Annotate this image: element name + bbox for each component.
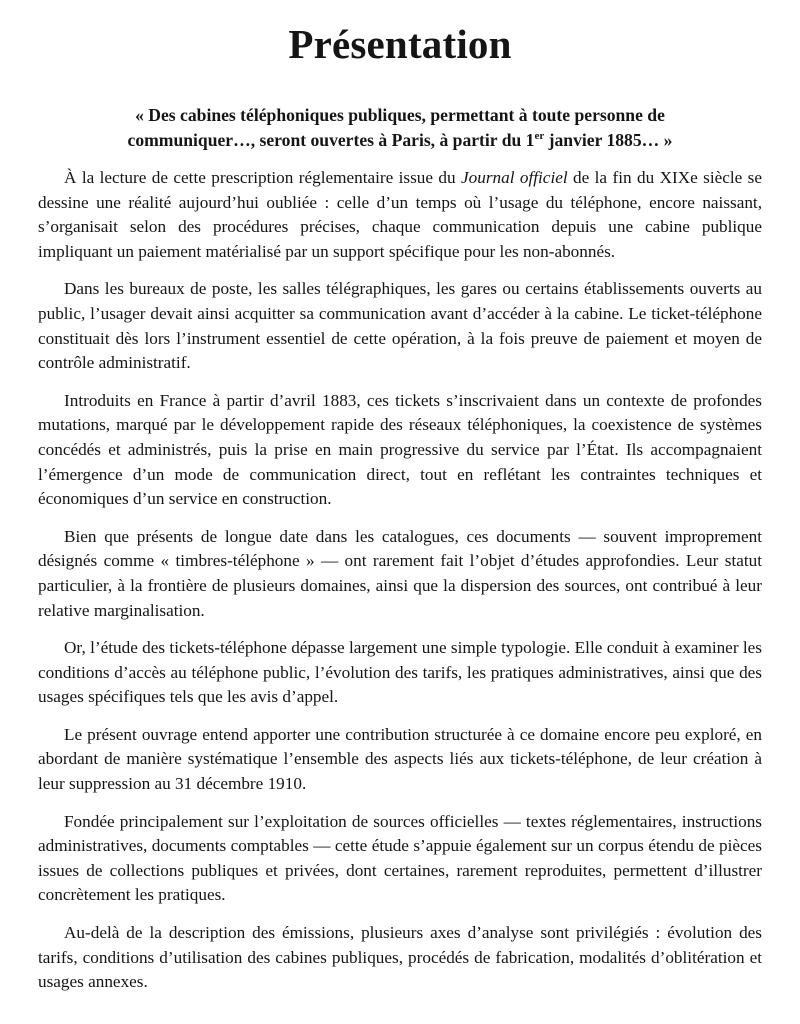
page-title: Présentation (288, 21, 512, 67)
quote-superscript: er (534, 130, 545, 143)
paragraph-3: Introduits en France à partir d’avril 1883, ces tickets s’inscrivaient dans un contexte de profondes mutations, marqué par le développement rapide des réseaux téléphoniques, la coexistence de systèmes concédés et administrés, puis la prise en main progressive du service par l’État. Ils accompagnaient l’émergence d’un mode de communication direct, tout en reflétant les contraintes techniques et économiques d’un service en construction. (38, 390, 762, 509)
paragraph-5: Or, l’étude des tickets-téléphone dépasse largement une simple typologie. Elle conduit à examiner les conditions d’accès au téléphone public, l’évolution des tarifs, les pratiques administratives, ainsi que des usages spécifiques tels que les avis d’appel. (38, 638, 762, 707)
quote-text-part1: « Des cabines téléphoniques publiques, permettant à toute personne de communiquer…, seront ouvertes à Paris, à partir du 1 (127, 105, 665, 150)
paragraph-1 (38, 166, 762, 264)
paragraph-2: Dans les bureaux de poste, les salles télégraphiques, les gares ou certains établissements ouverts au public, l’usager devait ainsi acquitter sa communication avant d’accéder à la cabine. Le ticket-téléphone constituait dès lors l’instrument essentiel de cette opération, à la fois preuve de paiement et moyen de contrôle administratif. (38, 279, 762, 373)
quote-text-part2: janvier 1885… » (544, 130, 673, 150)
journal-officiel-title: Journal officiel (461, 168, 568, 187)
paragraph-7: Fondée principalement sur l’exploitation de sources officielles — textes réglementaires, instructions administratives, documents comptables — cette étude s’appuie également sur un corpus étendu de pièces issues de collections publiques et privées, dont certaines, rarement reproduites, permettent d’illustrer concrètement les pratiques. (38, 811, 762, 905)
paragraph-4: Bien que présents de longue date dans les catalogues, ces documents — souvent improprement désignés comme « timbres-téléphone » — ont rarement fait l’objet d’études approfondies. Leur statut particulier, à la frontière de plusieurs domaines, ainsi que la dispersion des sources, ont contribué à leur relative marginalisation. (38, 526, 762, 620)
paragraph-6: Le présent ouvrage entend apporter une contribution structurée à ce domaine encore peu exploré, en abordant de manière systématique l’ensemble des aspects liés aux tickets-téléphone, de leur création à leur suppression au 31 décembre 1910. (38, 724, 762, 794)
paragraph-1-start: À la lecture de cette prescription réglementaire issue du (64, 168, 462, 187)
epigraph-quote (38, 103, 762, 153)
paragraph-8: Au-delà de la description des émissions, plusieurs axes d’analyse sont privilégiés : évolution des tarifs, conditions d’utilisation des cabines publiques, procédés de fabrication, modalités d’oblitération et usages annexes. (38, 923, 762, 992)
paragraph-1-end: de la fin du XIXe siècle se dessine une réalité aujourd’hui oubliée : celle d’un temps où l’usage du téléphone, encore naissant, s’organisait selon des procédures précises, chaque communication depuis une cabine publique impliquant un paiement matérialisé par un support spécifique pour les non-abonnés. (38, 168, 762, 261)
